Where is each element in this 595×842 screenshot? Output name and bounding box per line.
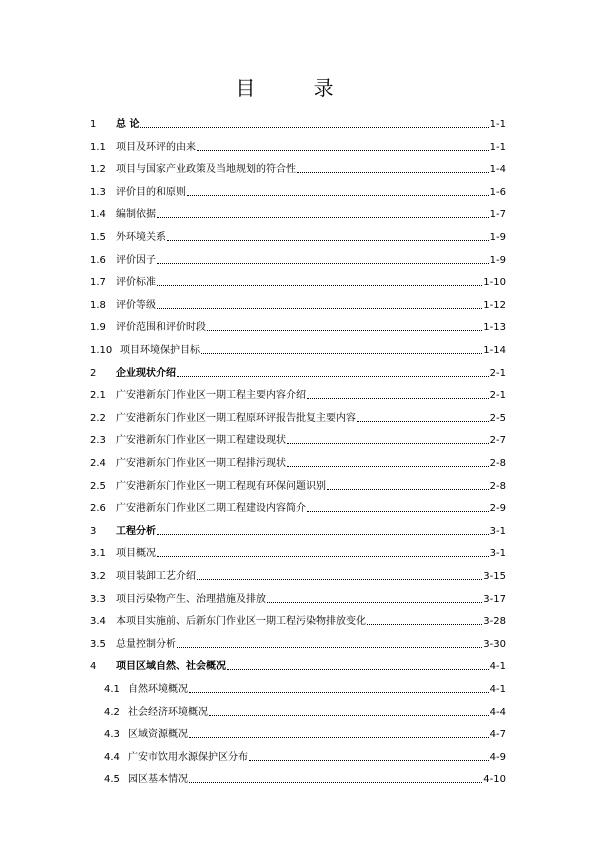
toc-entry-number: 2.2: [90, 412, 106, 424]
dot-leader: [249, 752, 489, 761]
toc-entry[interactable]: [90, 520, 506, 538]
toc-entry-label: 评价目的和原则: [116, 186, 186, 198]
toc-entry[interactable]: [90, 565, 506, 583]
toc-entry[interactable]: [90, 610, 506, 628]
toc-entry-number: 1.8: [90, 299, 106, 311]
dot-leader: [209, 707, 489, 716]
toc-entry-label: 评价范围和评价时段: [116, 322, 206, 334]
dot-leader: [189, 729, 489, 738]
toc-entry-number: 3: [90, 525, 97, 537]
toc-entry-number: 1.4: [90, 209, 106, 221]
toc-entry-page: 1-12: [483, 299, 506, 311]
toc-entry-number: 1.1: [90, 141, 106, 153]
toc-entry-number: 4: [90, 661, 97, 673]
toc-entry-number: 2.4: [90, 458, 106, 469]
toc-entry-number: 2.1: [90, 390, 106, 402]
toc-entry-page: 1-6: [489, 186, 506, 198]
toc-entry-number: 1.9: [90, 322, 106, 334]
toc-entry[interactable]: [90, 203, 506, 221]
toc-entry-page: 2-7: [489, 435, 506, 447]
toc-entry-label: 项目与国家产业政策及当地规划的符合性: [116, 164, 296, 176]
toc-entry[interactable]: [104, 768, 506, 786]
toc-entry[interactable]: [90, 271, 506, 289]
toc-entry-page: 4-7: [489, 729, 506, 741]
toc-entry-number: 1.3: [90, 186, 106, 198]
dot-leader: [157, 277, 482, 286]
dot-leader: [287, 435, 489, 444]
toc-entry-page: 4-10: [483, 774, 506, 786]
dot-leader: [227, 661, 489, 670]
dot-leader: [177, 368, 489, 377]
toc-entry-page: 1-10: [483, 277, 506, 289]
dot-leader: [140, 119, 488, 128]
toc-entry[interactable]: [104, 701, 506, 719]
toc-entry-label: 评价标准: [116, 277, 156, 289]
toc-entry[interactable]: [90, 294, 506, 312]
dot-leader: [297, 164, 489, 173]
toc-entry-label: 项目区域自然、社会概况: [116, 661, 226, 673]
dot-leader: [197, 142, 489, 151]
toc-entry[interactable]: [90, 249, 506, 267]
toc-entry-page: 3-30: [483, 638, 506, 650]
toc-entry-number: 1: [90, 119, 97, 130]
toc-entry-label: 项目概况: [116, 548, 156, 560]
toc-entry-number: 1.10: [90, 345, 113, 356]
toc-entry[interactable]: [104, 746, 506, 764]
toc-entry-number: 2: [90, 367, 97, 379]
toc-entry[interactable]: [90, 452, 506, 470]
toc-entry-number: 3.1: [90, 548, 106, 560]
toc-entry[interactable]: [90, 158, 506, 176]
toc-entry[interactable]: [104, 678, 506, 696]
toc-entry-label: 广安市饮用水源保护区分布: [128, 751, 248, 763]
toc-entry-label: 总 论: [116, 119, 140, 130]
dot-leader: [307, 503, 489, 512]
toc-entry-page: 2-1: [489, 390, 506, 402]
toc-entry-page: 1-14: [483, 345, 506, 356]
toc-entry[interactable]: [90, 384, 506, 402]
toc-entry-page: 1-9: [489, 232, 506, 243]
toc-entry-label: 项目污染物产生、治理措施及排放: [116, 593, 266, 605]
toc-entry[interactable]: [90, 226, 506, 244]
toc-entry-page: 2-5: [489, 412, 506, 424]
toc-entry-number: 4.5: [104, 774, 120, 786]
toc-entry-number: 1.7: [90, 277, 106, 289]
toc-entry-number: 4.1: [104, 684, 120, 695]
toc-entry-page: 3-17: [483, 593, 506, 605]
toc-entry-label: 评价因子: [116, 254, 156, 266]
toc-entry-page: 3-15: [483, 571, 506, 582]
toc-entry-page: 1-4: [489, 164, 506, 176]
dot-leader: [157, 300, 482, 309]
dot-leader: [189, 774, 482, 783]
toc-entry-label: 企业现状介绍: [116, 367, 176, 379]
dot-leader: [157, 526, 489, 535]
toc-entry-page: 3-1: [489, 548, 506, 560]
toc-entry-number: 2.6: [90, 503, 106, 515]
toc-entry-label: 社会经济环境概况: [128, 706, 208, 718]
toc-entry[interactable]: [90, 181, 506, 199]
toc-entry-page: 3-28: [483, 616, 506, 628]
toc-entry-label: 项目环境保护目标: [120, 345, 200, 356]
dot-leader: [357, 413, 489, 422]
toc-entry[interactable]: [90, 655, 506, 673]
toc-entry[interactable]: [90, 497, 506, 515]
dot-leader: [267, 594, 482, 603]
toc-entry-label: 广安港新东门作业区一期工程建设现状: [116, 435, 286, 447]
dot-leader: [367, 616, 482, 625]
toc-entry-label: 工程分析: [116, 525, 156, 537]
toc-entry[interactable]: [90, 362, 506, 380]
toc-entry[interactable]: [90, 136, 506, 154]
toc-entry-label: 编制依据: [116, 209, 156, 221]
toc-entry[interactable]: [90, 429, 506, 447]
toc-entry-number: 4.3: [104, 729, 120, 741]
dot-leader: [157, 209, 489, 218]
toc-entry-number: 1.6: [90, 254, 106, 266]
toc-entry[interactable]: [90, 542, 506, 560]
toc-entry[interactable]: [90, 316, 506, 334]
dot-leader: [287, 458, 489, 467]
toc-entry-number: 1.2: [90, 164, 106, 176]
toc-entry-label: 广安港新东门作业区一期工程现有环保问题识别: [116, 480, 326, 492]
toc-entry-label: 广安港新东门作业区二期工程建设内容简介: [116, 503, 306, 515]
dot-leader: [157, 548, 489, 557]
toc-entry[interactable]: [90, 113, 506, 131]
toc-entry-label: 总量控制分析: [116, 638, 176, 650]
toc-entry-page: 1-13: [483, 322, 506, 334]
toc-entry-number: 3.2: [90, 571, 106, 582]
toc-entry-label: 自然环境概况: [128, 684, 188, 695]
toc-entry-page: 3-1: [489, 525, 506, 537]
toc-entry-label: 广安港新东门作业区一期工程排污现状: [116, 458, 286, 469]
toc-entry-page: 1-1: [489, 119, 506, 130]
toc-entry-number: 3.4: [90, 616, 106, 628]
dot-leader: [207, 322, 482, 331]
toc-entry-page: 1-7: [489, 209, 506, 221]
toc-entry-page: 4-1: [489, 661, 506, 673]
toc-entry-page: 2-8: [489, 480, 506, 492]
toc-entry-label: 广安港新东门作业区一期工程主要内容介绍: [116, 390, 306, 402]
dot-leader: [197, 571, 482, 580]
toc-entry-page: 1-1: [489, 141, 506, 153]
toc-entry[interactable]: [90, 339, 506, 357]
toc-entry-label: 项目装卸工艺介绍: [116, 571, 196, 582]
toc-entry-label: 评价等级: [116, 299, 156, 311]
toc-entry-label: 区域资源概况: [128, 729, 188, 741]
dot-leader: [327, 481, 489, 490]
dot-leader: [177, 639, 482, 648]
dot-leader: [201, 345, 482, 354]
toc-entry-page: 2-8: [489, 458, 506, 469]
toc-entry-label: 外环境关系: [116, 232, 166, 243]
toc-entry-page: 2-1: [489, 367, 506, 379]
toc-entry[interactable]: [90, 588, 506, 606]
toc-entry-page: 2-9: [489, 503, 506, 515]
toc-entry[interactable]: [90, 475, 506, 493]
dot-leader: [307, 390, 489, 399]
toc-entry-label: 本项目实施前、后新东门作业区一期工程污染物排放变化: [116, 616, 366, 628]
toc-entry-page: 4-4: [489, 706, 506, 718]
toc-entry-page: 4-9: [489, 751, 506, 763]
toc-entry-label: 园区基本情况: [128, 774, 188, 786]
toc-entry[interactable]: [104, 723, 506, 741]
toc-entry-number: 2.5: [90, 480, 106, 492]
toc-entry-number: 2.3: [90, 435, 106, 447]
toc-entry-number: 4.2: [104, 706, 120, 718]
toc-entry-number: 4.4: [104, 751, 120, 763]
toc-entry[interactable]: [90, 407, 506, 425]
toc-entry-page: 4-1: [489, 684, 506, 695]
toc-entry-number: 1.5: [90, 232, 106, 243]
dot-leader: [187, 187, 489, 196]
dot-leader: [167, 232, 489, 241]
toc-entry-label: 项目及环评的由来: [116, 141, 196, 153]
toc-entry-number: 3.3: [90, 593, 106, 605]
toc-entry-page: 1-9: [489, 254, 506, 266]
dot-leader: [189, 684, 489, 693]
dot-leader: [157, 255, 489, 264]
toc-entry-number: 3.5: [90, 638, 106, 650]
toc-entry-label: 广安港新东门作业区一期工程原环评报告批复主要内容: [116, 412, 356, 424]
toc-entry[interactable]: [90, 633, 506, 651]
page-title: 目 录: [235, 76, 360, 100]
